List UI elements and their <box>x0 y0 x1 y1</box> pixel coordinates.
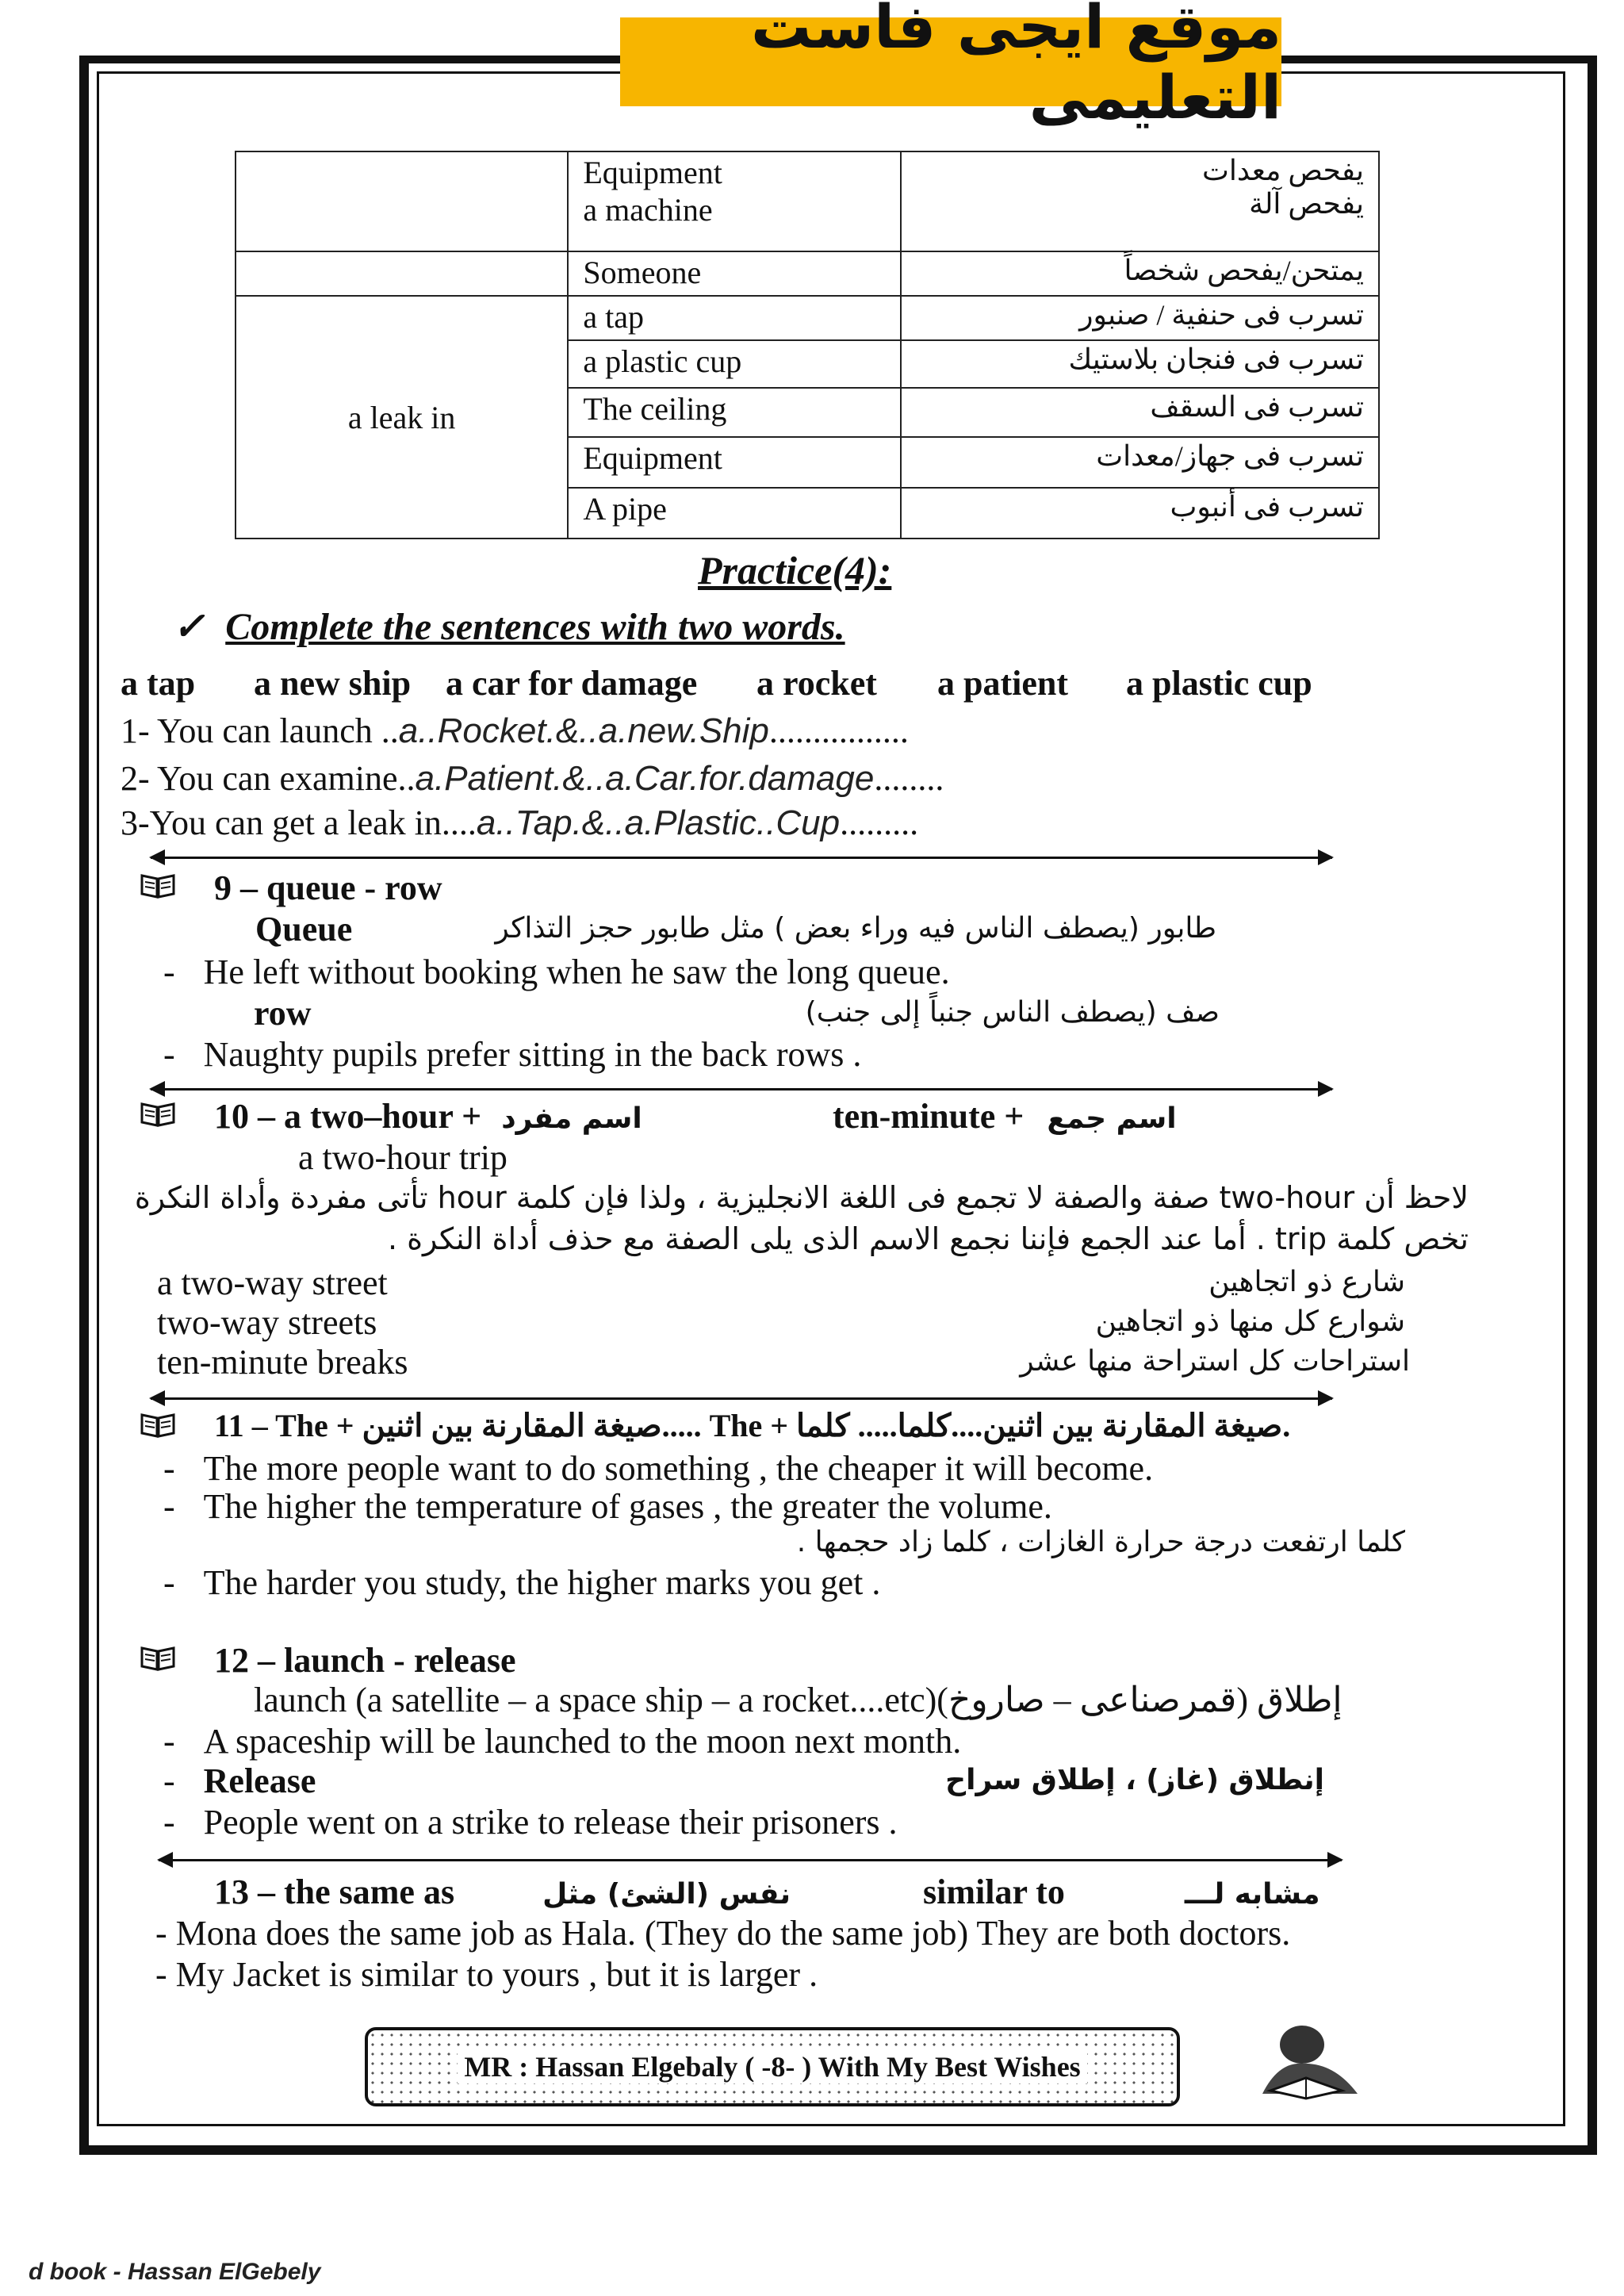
site-banner <box>620 0 1281 132</box>
footer-box <box>365 2027 1180 2106</box>
book-icon <box>140 1412 176 1439</box>
vocab-en-cell: Equipment <box>568 437 901 488</box>
release-term: - Release <box>163 1761 316 1800</box>
section-10-heading: 10 – a two–hour + اسم مفرد <box>214 1097 642 1136</box>
section-9-heading: 9 – queue - row <box>214 868 442 907</box>
practice-instruction: Complete the sentences with two words. <box>225 606 845 648</box>
vocab-en-cell: a tap <box>568 296 901 340</box>
queue-term: Queue <box>255 910 353 949</box>
section-divider-arrow <box>151 1088 1332 1091</box>
practice-sentence: 2- You can examine..a.Patient.&..a.Car.for.damage........ <box>121 759 944 798</box>
queue-arabic: طابور (يصطف الناس فيه وراء بعض ) مثل طابور حجز التذاكر <box>495 912 1216 945</box>
section-10-ex-en: two-way streets <box>157 1303 377 1342</box>
vocab-empty-cell <box>236 251 568 296</box>
section-10-ex-en: a two-way street <box>157 1263 388 1302</box>
word-bank-item: a tap <box>121 664 196 703</box>
word-bank-item: a new ship <box>254 664 412 703</box>
section-10-note: لاحظ أن two-hour صفة والصفة لا تجمع فى اللغة الانجليزية ، ولذا فإن كلمة hour تأتى مفردة وأداة النكرة <box>134 1180 1469 1215</box>
launch-definition: launch (a satellite – a space ship – a rocket....etc)(إطلاق (قمرصناعى – صاروخ <box>254 1681 1342 1719</box>
queue-example: - He left without booking when he saw the long queue. <box>163 953 950 991</box>
vocab-empty-cell <box>236 151 568 251</box>
vocab-ar-cell: تسرب فى حنفية / صنبور <box>901 296 1379 340</box>
section-10-example: a two-hour trip <box>298 1138 508 1177</box>
check-icon: ✓ <box>173 606 205 648</box>
section-11-arabic: كلما ارتفعت درجة حرارة الغازات ، كلما زاد حجمها . <box>796 1526 1405 1558</box>
section-11-example: - The higher the temperature of gases , the greater the volume. <box>163 1487 1052 1526</box>
banner-title: موقع ايجى فاست التعليمى <box>750 0 1281 132</box>
section-11-heading: 11 – The + صيغة المقارنة بين اثنين..... The + صيغة المقارنة بين اثنين....كلما..... كلما. <box>214 1408 1291 1443</box>
handwritten-answer: a..Tap.&..a.Plastic..Cup <box>476 803 841 842</box>
row-arabic: صف (يصطف الناس جنباً إلى جنب) <box>805 996 1220 1029</box>
reading-figure-icon <box>1247 2014 1365 2102</box>
row-example: - Naughty pupils prefer sitting in the back rows . <box>163 1035 862 1074</box>
vocab-table <box>235 151 1380 539</box>
vocab-en-cell: Someone <box>568 251 901 296</box>
word-bank-item: a plastic cup <box>1126 664 1312 703</box>
bottom-credit: d book - Hassan ElGebely <box>29 2259 321 2285</box>
section-13-example: - My Jacket is similar to yours , but it is larger . <box>155 1955 818 1994</box>
section-divider-arrow <box>151 857 1332 859</box>
vocab-ar-cell: تسرب فى جهاز/معدات <box>901 437 1379 488</box>
footer-text: MR : Hassan Elgebaly ( -8- ) With My Best Wishes <box>458 2050 1086 2083</box>
vocab-en-cell: The ceiling <box>568 388 901 437</box>
section-10-heading2: ten-minute + اسم جمع <box>833 1097 1177 1136</box>
book-icon <box>140 1101 176 1128</box>
section-11-example: - The more people want to do something , the cheaper it will become. <box>163 1449 1154 1488</box>
book-icon <box>140 872 176 899</box>
section-10-ex-ar: شوارع كل منها ذو اتجاهين <box>1095 1305 1405 1338</box>
section-13-heading: 13 – the same as نفس (الشئ) مثل <box>214 1872 791 1911</box>
word-bank-item: a patient <box>937 664 1068 703</box>
section-13-example: - Mona does the same job as Hala. (They do the same job) They are both doctors. <box>155 1914 1291 1953</box>
vocab-ar-cell: تسرب فى أنبوب <box>901 488 1379 539</box>
handwritten-answer: a..Rocket.&..a.new.Ship <box>398 711 769 750</box>
section-12-heading: 12 – launch - release <box>214 1641 516 1680</box>
vocab-ar-cell: تسرب فى السقف <box>901 388 1379 437</box>
vocab-ar-cell: تسرب فى فنجان بلاستيك <box>901 340 1379 388</box>
word-bank-item: a rocket <box>756 664 877 703</box>
vocab-ar-cell: يمتحن/يفحص شخصاً <box>901 251 1379 296</box>
row-term: row <box>254 994 312 1033</box>
section-10-ex-ar: استراحات كل استراحة منها عشر <box>1020 1345 1410 1378</box>
book-icon <box>140 1645 176 1672</box>
practice-title: Practice(4): <box>698 548 892 592</box>
section-13-heading2: similar to مشابه لـــ <box>923 1872 1320 1911</box>
vocab-ar-cell: يفحص معدات يفحص آلة <box>901 151 1379 251</box>
section-10-ex-ar: شارع ذو اتجاهين <box>1208 1266 1405 1298</box>
practice-instruction-row <box>173 604 845 649</box>
section-divider-arrow <box>159 1859 1342 1861</box>
section-divider-arrow <box>151 1397 1332 1400</box>
vocab-group-label: a leak in <box>236 296 568 539</box>
section-12-example: - A spaceship will be launched to the moon next month. <box>163 1722 962 1761</box>
practice-sentence: 3-You can get a leak in....a..Tap.&..a.Plastic..Cup......... <box>121 803 919 842</box>
handwritten-answer: a.Patient.&..a.Car.for.damage <box>415 759 875 798</box>
section-12-example: - People went on a strike to release their prisoners . <box>163 1803 898 1842</box>
release-arabic: إنطلاق (غاز) ، إطلاق سراح <box>945 1764 1324 1796</box>
vocab-en-cell: Equipment a machine <box>568 151 901 251</box>
section-10-note: تخص كلمة trip . أما عند الجمع فإننا نجمع الاسم الذى يلى الصفة مع حذف أداة النكرة . <box>387 1221 1469 1256</box>
section-10-ex-en: ten-minute breaks <box>157 1343 408 1382</box>
section-11-example: - The harder you study, the higher marks you get . <box>163 1563 881 1602</box>
word-bank-item: a car for damage <box>446 664 698 703</box>
vocab-en-cell: A pipe <box>568 488 901 539</box>
practice-sentence: 1- You can launch ..a..Rocket.&..a.new.Ship................ <box>121 711 909 750</box>
vocab-en-cell: a plastic cup <box>568 340 901 388</box>
